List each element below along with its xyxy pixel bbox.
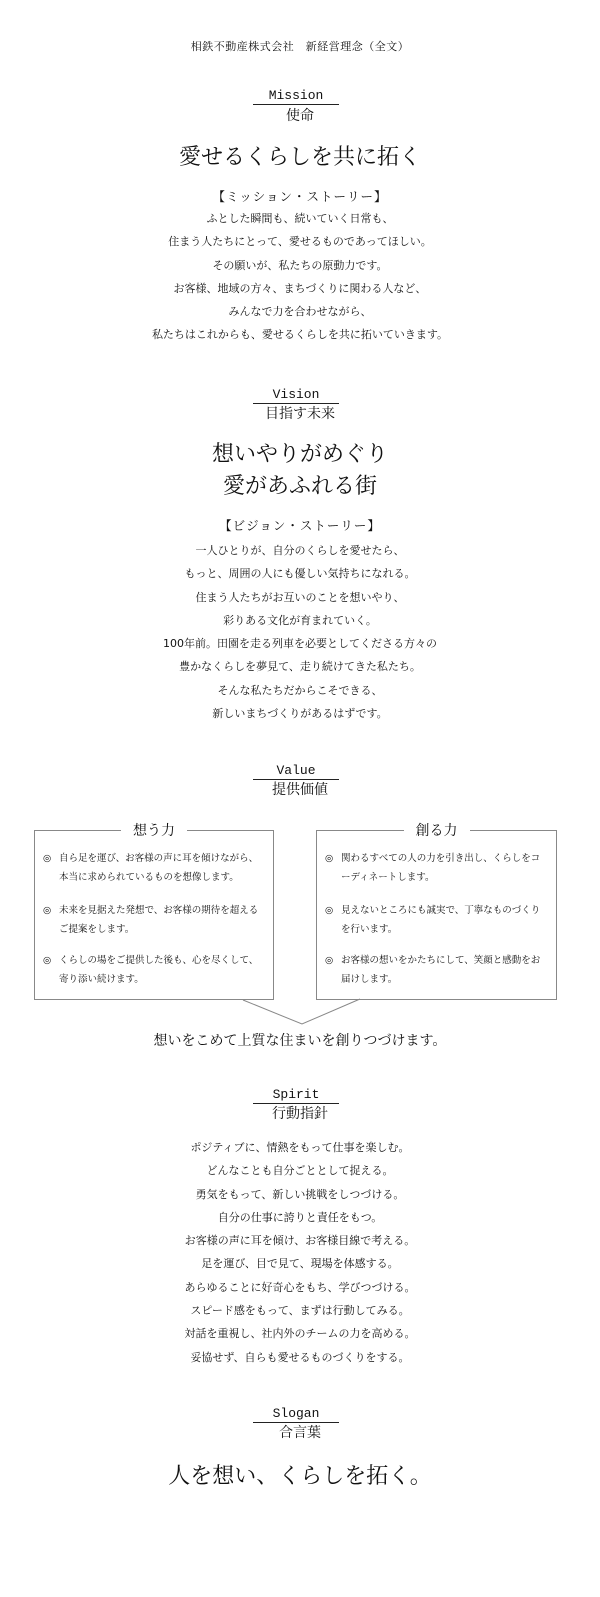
spirit-line: 妥協せず、自らも愛せるものづくりをする。 <box>190 1350 410 1364</box>
double-circle-icon: ◎ <box>325 955 334 966</box>
story-line: もっと、周囲の人にも優しい気持ちになれる。 <box>184 567 416 581</box>
story-line: みんなで力を合わせながら、 <box>228 305 372 319</box>
double-circle-icon: ◎ <box>43 905 52 916</box>
story-line: そんな私たちだからこそできる、 <box>217 683 383 697</box>
value-label-en: Value <box>253 763 339 780</box>
vision-label-ja: 目指す未来 <box>265 406 335 422</box>
story-line: ふとした瞬間も、続いていく日常も、 <box>206 212 394 225</box>
spirit-label-en: Spirit <box>253 1087 339 1104</box>
value-box-title: 想う力 <box>121 823 187 839</box>
value-box-title: 創る力 <box>404 823 470 839</box>
vision-headline-line: 愛があふれる街 <box>222 474 377 499</box>
double-circle-icon: ◎ <box>43 955 52 966</box>
spirit-line: ポジティブに、情熱をもって仕事を楽しむ。 <box>190 1141 410 1154</box>
vision-story-title: 【ビジョン・ストーリー】 <box>219 518 381 533</box>
double-circle-icon: ◎ <box>325 853 334 864</box>
story-line: 住まう人たちがお互いのことを想いやり、 <box>195 590 405 604</box>
mission-headline: 愛せるくらしを共に拓く <box>178 145 421 170</box>
spirit-line: お客様の声に耳を傾け、お客様目線で考える。 <box>184 1234 416 1248</box>
document-title: 相鉄不動産株式会社 新経営理念（全文） <box>190 40 410 53</box>
value-item: ◎ 見えないところにも誠実で、丁寧なものづくりを行います。 <box>325 901 548 939</box>
value-item: ◎ くらしの場をご提供した後も、心を尽くして、寄り添い続けます。 <box>43 951 265 989</box>
slogan-text: 人を想い、くらしを拓く。 <box>168 1464 432 1489</box>
value-item: ◎ 関わるすべての人の力を引き出し、くらしをコーディネートします。 <box>325 849 548 887</box>
value-item: ◎ 自ら足を運び、お客様の声に耳を傾けながら、本当に求められているものを想像します。 <box>43 849 265 887</box>
value-label-ja: 提供価値 <box>272 782 328 798</box>
story-line: 私たちはこれからも、愛せるくらしを共に拓いていきます。 <box>151 328 449 342</box>
spirit-line: どんなことも自分ごととして捉える。 <box>206 1164 394 1178</box>
story-line: 彩りある文化が育まれていく。 <box>223 613 377 627</box>
vision-headline-line: 想いやりがめぐり <box>211 442 388 467</box>
story-line: 住まう人たちにとって、愛せるものであってほしい。 <box>168 235 432 249</box>
story-line: 新しいまちづくりがあるはずです。 <box>212 707 388 721</box>
spirit-lines <box>0 1136 600 1369</box>
story-line: 一人ひとりが、自分のくらしを愛せたら、 <box>195 544 405 557</box>
spirit-line: 足を運び、目で見て、現場を体感する。 <box>201 1257 399 1271</box>
vision-label-en: Vision <box>253 387 339 404</box>
story-line: お客様、地域の方々、まちづくりに関わる人など、 <box>173 281 427 295</box>
story-line: 100年前。田園を走る列車を必要としてくださる方々の <box>163 637 437 651</box>
value-item: ◎ お客様の想いをかたちにして、笑顔と感動をお届けします。 <box>325 951 548 989</box>
spirit-label-ja: 行動指針 <box>272 1106 328 1122</box>
slogan-label-en: Slogan <box>253 1406 339 1423</box>
spirit-line: 勇気をもって、新しい挑戦をしつづける。 <box>195 1187 405 1201</box>
story-line: 豊かなくらしを夢見て、走り続けてきた私たち。 <box>179 660 421 674</box>
spirit-line: 対話を重視し、社内外のチームの力を高める。 <box>184 1327 416 1341</box>
mission-label-en: Mission <box>253 88 339 105</box>
mission-label-ja: 使命 <box>286 108 314 124</box>
slogan-label-ja: 合言葉 <box>279 1425 321 1441</box>
spirit-line: あらゆることに好奇心をもち、学びつづける。 <box>184 1280 416 1294</box>
value-item: ◎ 未来を見据えた発想で、お客様の期待を超えるご提案をします。 <box>43 901 265 939</box>
double-circle-icon: ◎ <box>325 905 334 916</box>
value-conclusion: 想いをこめて上質な住まいを創りつづけます。 <box>153 1033 447 1049</box>
story-line: その願いが、私たちの原動力です。 <box>212 258 388 272</box>
spirit-line: 自分の仕事に誇りと責任をもつ。 <box>217 1210 383 1224</box>
spirit-line: スピード感をもって、まずは行動してみる。 <box>190 1304 410 1318</box>
double-circle-icon: ◎ <box>43 853 52 864</box>
mission-story-title: 【ミッション・ストーリー】 <box>212 189 388 204</box>
